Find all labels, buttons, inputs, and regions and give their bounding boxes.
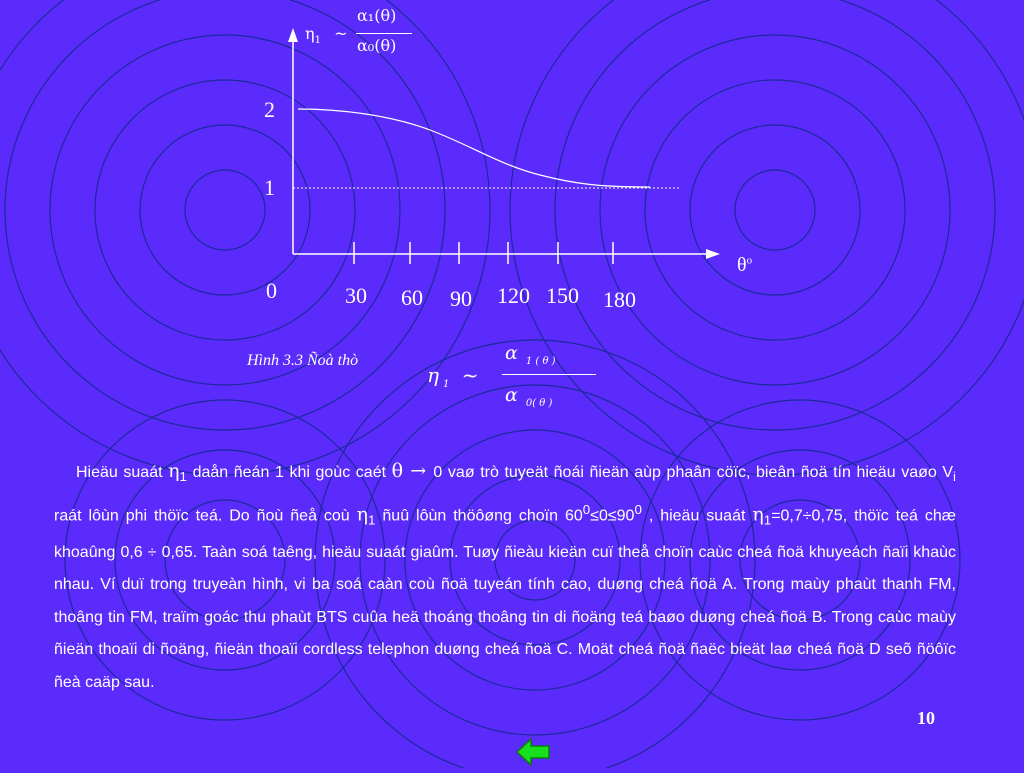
caption-formula-eta: η $_1$ ~ [427, 363, 479, 390]
x-axis-arrow-icon [706, 249, 720, 259]
x-tick-label: 90 [450, 286, 472, 311]
y-tick-2: 2 [264, 97, 275, 122]
body-paragraph: Hieäu suaát $\eta_1$ daån ñeán 1 khi goùc caét θ → 0 vaø trò tuyeät ñoái ñieän aùp phaân cöïc, bieân ñoä tín hieäu vaøo $V_i$ raát lôùn phi thöïc teá. Do ñoù ñeå coù $\eta_1$ ñuû lôùn thöôøng choïn $60^0\le 0\le 90^0$ , hieäu suaát $\eta_1=0,7\div 0,75$, thöïc teá chæ khoaûng 0,6 ÷ 0,65. Taàn soá taêng, hieäu suaát giaûm. Tuøy ñieàu kieän cuï theå choïn caùc cheá ñoä khuyeách ñaïi khaùc nhau. Ví duï trong truyeàn hình, vi ba soá caàn coù ñoä tuyeán tính cao, duøng cheá ñoä A. Trong maùy phaùt thanh FM, thoâng tin FM, traïm goác thu phaùt BTS cuûa heä thoáng thoâng tin di ñoäng teá baøo duøng cheá ñoä B. Trong caùc maùy ñieän thoaïi di ñoäng, ñieän thoaïi cordless telephon duøng cheá ñoä C. Moät cheá ñoä ñaëc bieät laø cheá ñoä D seõ ñöôïc ñeà caäp sau. [54, 460, 957, 691]
y-axis-label-fraction-bar [356, 33, 412, 34]
y-axis-label: $\eta_1$ ~ [305, 24, 348, 47]
green-left-arrow-icon [515, 736, 551, 768]
efficiency-curve [298, 109, 650, 187]
y-axis-label-denominator: α₀(θ) [357, 36, 397, 55]
page-number: 10 [917, 708, 935, 728]
x-tick-label: 30 [345, 283, 367, 308]
x-tick-label: 120 [497, 283, 530, 308]
x-tick-label: 60 [401, 285, 423, 310]
caption-formula-denominator: α $_{0( \theta )}$ [505, 384, 553, 409]
figure-caption: Hình 3.3 Ñoà thò [247, 352, 359, 369]
origin-label: 0 [266, 278, 277, 303]
y-tick-1: 1 [264, 175, 275, 200]
back-button[interactable] [515, 736, 551, 768]
x-tick-label: 180 [603, 287, 636, 312]
x-axis-label: $\theta^o$ [737, 254, 753, 276]
x-tick-label: 150 [546, 283, 579, 308]
y-axis-arrow-icon [288, 28, 298, 42]
caption-formula-fraction-bar [502, 374, 596, 375]
caption-formula-numerator: α $_{1 ( \theta )}$ [505, 342, 556, 367]
y-axis-label-numerator: α₁(θ) [357, 6, 397, 25]
